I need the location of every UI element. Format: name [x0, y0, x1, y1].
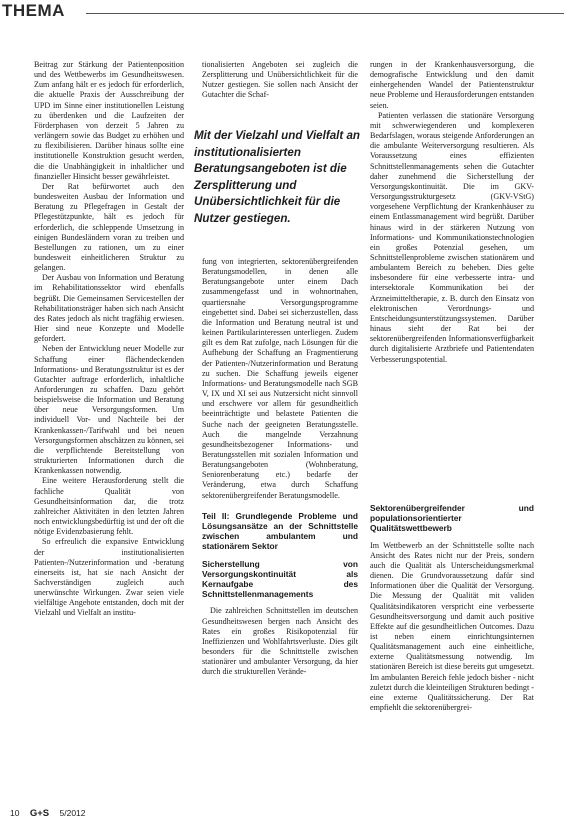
pull-quote: Mit der Vielzahl und Vielfalt an institutionalisierten Beratungsangeboten ist die Zersplitterung und Unübersichtlichkeit für die Nutzer gestiegen. — [194, 129, 360, 225]
page-header — [0, 0, 572, 22]
paragraph: Patienten verlassen die stationäre Versorgung mit schwerwiegenderen und komplexeren Bedarfslagen, woraus steigende Anforderungen an die ambulante Weiterversorgung resultieren. Als Voraussetzung eines effizienten Schnittstellenmanagements sehen die Gutachter daher zunehmend die Sicherstellung der Versorgungskontinuität. Die im GKV-Versorgungsstrukturgesetz (GKV-VStG) vorgesehene Verpflichtung der Krankenhäuser zu einem Entlassmanagement wird begrüßt. Darüber hinaus wird in der stärkeren Nutzung von Informations- und Kommunikationstechnologien ein großes Potenzial gesehen, um Schnittstellenprobleme zwischen stationärem und ambulantem Bereich zu beheben. Dies gelte insbesondere für eine verbesserte intra- und intersektorale Kommunikation bei der Arzneimitteltherapie, z. B. durch den Einsatz von elektronischen Verordnungs- und Entscheidungsunterstützungssystemen. Darüber hinaus sieht der Rat bei der sektorenübergreifenden Informationsverfügbarkeit durch digitalisierte Arztbriefe und Patientendaten Verbesserungspotential. — [370, 110, 534, 364]
paragraph: Die zahlreichen Schnittstellen im deutschen Gesundheitswesen bergen nach Ansicht des Rates ein großes Risikopotenzial für Ineffizienzen und Wohlfahrtsverluste. Dies gilt besonders für die Schnittstelle zwischen stationärer und ambulanter Versorgung, da hier durch die strukturellen Verände- — [202, 606, 358, 677]
paragraph: Der Ausbau von Information und Beratung im Rehabilitationssektor wird ebenfalls begrüßt. Die Gemeinsamen Servicestellen der Rehabilitationsträger haben sich nach Ansicht des Rates jedoch als nicht tragfähig erwiesen. Hier sind neue Konzepte und Modelle gefordert. — [34, 273, 184, 344]
column-3-bottom — [370, 503, 534, 713]
paragraph: rungen in der Krankenhausversorgung, die demografische Entwicklung und den damit einhergehenden Wandel der Patientenstruktur neue Probleme und Herausforderungen entstanden seien. — [370, 60, 534, 110]
paragraph: Eine weitere Herausforderung stellt die fachliche Qualität von Gesundheitsinformation dar, die trotz zahlreicher Aktivitäten in den letzten Jahren noch entwicklungsbedürftig ist und der oft die nötige Evidenzbasierung fehlt. — [34, 476, 184, 537]
paragraph: Im Wettbewerb an der Schnittstelle sollte nach Ansicht des Rates nicht nur der Preis, sondern auch die Qualität als Unterscheidungsmerkmal dienen. Die Grundvoraussetzung dafür sind Informationen über die Qualität der Versorgung. Die Messung der Qualität mit validen Qualitätsindikatoren verspricht eine verbesserte Gesundheitsversorgung und damit auch positive Effekte auf die gesundheitlichen Outcomes. Dazu ist neben einem einrichtungsinternen Qualitätsmanagement auch eine einheitliche, externe Qualitätsmessung notwendig. Im stationären Bereich ist diese bereits gut umgesetzt. Im ambulanten Bereich fehle jedoch bisher - nicht zuletzt durch die kleinteiligen Strukturen bedingt - eine externe Qualitätssicherung. Der Rat empfiehlt die sektorenübergrei- — [370, 540, 534, 713]
magazine-logo: G+S — [29, 808, 50, 819]
column-3-top — [370, 60, 534, 365]
paragraph: Der Rat befürwortet auch den bundesweiten Ausbau der Information und Beratung zu Pflegefragen in Gestalt der Pflegestützpunkte, hält es jedoch für erforderlich, die schleppende Umsetzung in einigen Bundesländern voran zu treiben und Bestellungen zu rationen, um zu einer bundesweit einheitlicheren Struktur zu gelangen. — [34, 181, 184, 273]
paragraph: Beitrag zur Stärkung der Patientenposition und des Wettbewerbs im Gesundheitswesen. Zum anfang hält er es jedoch für erforderlich, die aktuelle Praxis der Ausschreibung der UPD im Sinne einer institutionellen Leistung zu überdenken und die Laufzeiten der Förderphasen von derzeit 5 Jahren zu verlängern sowie das Budget zu erhöhen und zu flexibilisieren. Darüber hinaus sollte eine institutionelle Konstruktion gesucht werden, die die Unabhängigkeit in inhaltlicher und finanzieller Hinsicht besser gewährleistet. — [34, 60, 184, 181]
header-rule — [86, 13, 564, 14]
page-number: 10 — [10, 808, 20, 818]
paragraph: fung von integrierten, sektorenübergreifenden Beratungsmodellen, in denen alle Beratungsangebote unter einem Dach zusammengefasst und in wohnortnahen, quartiersnahe Versorgungsprogramme eingebettet sind. Dabei sei sicherzustellen, dass die Information und Beratung neutral ist und keinen Partikularinteressen unterliegen. Zudem gilt es dem Rat zufolge, nach Lösungen für die Aufhebung der Schaffung an Fragmentierung der Patienten-/Nutzerinformation und Beratung zu suchen. Die Schaffung jeweils eigener Informations- und Beratungsmodelle nach SGB V, IX und XI sei aus Nutzersicht nicht sinnvoll und erschwere vor allem für gesundheitlich beeinträchtigte und belastete Patienten die Suche nach der geeigneten Beratungsstelle. Auch die mangelnde Verzahnung gesundheitsbezogener Informations- und Beratungsstellen mit sozialen Information und Beratungsangeboten (Wohnberatung, Seniorenberatung etc.) bedarfe der Veränderung, etwa durch Schaffung sektorenübergreifender Beratungsmodelle. — [202, 257, 358, 500]
subheading: Sektorenübergreifender und populationsorientierter Qualitätswettbewerb — [370, 503, 534, 534]
paragraph: So erfreulich die expansive Entwicklung der institutionalisierten Patienten-/Nutzerinformation und -beratung einerseits ist, hat sie nach Ansicht der Sachverständigen zugleich auch unerwünschte Wirkungen. Zwar seien viele vielfältige Angebote entstanden, doch mit der Vielzahl und Vielfalt an institu- — [34, 537, 184, 618]
paragraph: tionalisierten Angeboten sei zugleich die Zersplitterung und Unübersichtlichkeit für die Nutzer gestiegen. Sie sollen nach Ansicht der Gutachter die Schaf- — [202, 60, 358, 100]
section-title: THEMA — [2, 1, 65, 20]
part-heading: Teil II: Grundlegende Probleme und Lösungsansätze an der Schnittstelle zwischen ambulantem und stationärem Sektor — [202, 510, 358, 552]
paragraph: Neben der Entwicklung neuer Modelle zur Schaffung einer flächendeckenden Informations- und Beratungsstruktur ist es der Gutachter auftrage erforderlich, inhaltliche Anforderungen zu schaffen. Dazu gehört beispielsweise die Information und Beratung über neue Versorgungsformen. Um individuell Vor- und Nachteile bei der Krankenkassen-/Tarifwahl und bei neuen Versorgungsformen abschätzen zu können, sei die verpflichtende Bereitstellung von strukturierten Informationen durch die Krankenkassen notwendig. — [34, 344, 184, 476]
issue-number: 5/2012 — [59, 808, 86, 818]
column-1 — [34, 60, 184, 619]
column-2-body — [202, 257, 358, 677]
page-footer — [10, 808, 94, 819]
column-2-top — [202, 60, 358, 101]
subheading: Sicherstellung von Versorgungskontinuität als Kernaufgabe des Schnittstellenmanagements — [202, 558, 358, 600]
